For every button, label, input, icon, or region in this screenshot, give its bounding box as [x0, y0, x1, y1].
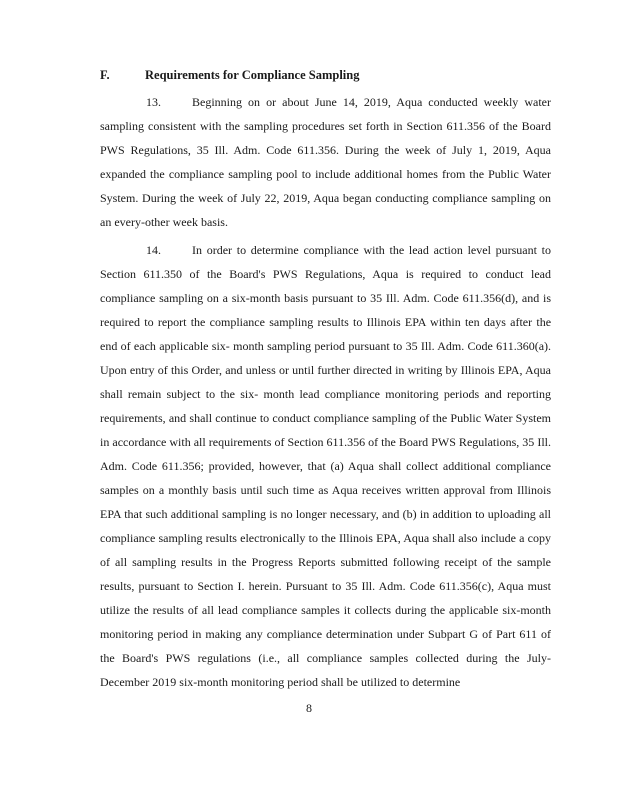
- paragraph-number: 13.: [146, 95, 161, 109]
- text-line: that (a) Aqua shall collect additional compliance samples on a monthly basis until such time as: [100, 459, 551, 497]
- text-line: compliance sampling results to Illinois EPA within ten days after the end of each applicable six-: [100, 315, 552, 353]
- page-number: 8: [306, 701, 312, 715]
- text-line: Subpart G of Part 611 of the Board's PWS regulations (i.e., all compliance samples collected: [100, 627, 551, 665]
- text-line: necessary, and (b) in addition to uploading all compliance sampling results electronically to the: [100, 507, 552, 545]
- text-line: Adm. Code 611.356(c), Aqua must utilize the results of all lead compliance samples it collects: [100, 579, 551, 617]
- document-body: [100, 64, 551, 718]
- text-line: 611.350 of the Board's PWS Regulations, Aqua is required to conduct lead compliance sampling: [100, 267, 551, 305]
- text-line: on a six-month basis pursuant to 35 Ill. Adm. Code 611.356(d), and is required to report the: [100, 291, 551, 329]
- text-line: conduct compliance sampling of the Public Water System in accordance with all requirements: [100, 411, 551, 449]
- paragraph-14: [100, 238, 551, 694]
- text-line: In order to determine compliance with the lead action level pursuant to Section: [100, 243, 551, 281]
- text-line: Beginning on or about June 14, 2019, Aqua conducted weekly water sampling: [100, 95, 551, 133]
- paragraph-13: [100, 90, 551, 234]
- text-line: unless or until further directed in writing by Illinois EPA, Aqua shall remain subject to the six-: [100, 363, 552, 401]
- section-heading: [100, 64, 551, 86]
- text-line: Aqua receives written approval from Illinois EPA that such additional sampling is no longer: [100, 483, 551, 521]
- text-line: submitted following receipt of the sample results, pursuant to Section I. herein. Pursuant to 35 Ill.: [100, 555, 551, 593]
- section-title: Requirements for Compliance Sampling: [145, 68, 360, 82]
- text-line: consistent with the sampling procedures set forth in Section 611.356 of the Board PWS: [100, 119, 552, 157]
- text-line: during the applicable six-month monitoring period in making any compliance determination under: [100, 603, 551, 641]
- text-line: month sampling period pursuant to 35 Ill. Adm. Code 611.360(a). Upon entry of this Order, and: [100, 339, 552, 377]
- section-letter: F.: [100, 68, 110, 82]
- paragraph-number: 14.: [146, 243, 161, 257]
- text-line: Illinois EPA, Aqua shall also include a copy of all sampling results in the Progress Reports: [100, 531, 551, 569]
- text-line: of Section 611.356 of the Board PWS Regulations, 35 Ill. Adm. Code 611.356; provided, however,: [100, 435, 552, 473]
- text-line: month lead compliance monitoring periods and reporting requirements, and shall continue to: [100, 387, 552, 425]
- text-line: week of July 22, 2019, Aqua began conducting compliance sampling on an every-other week basis.: [100, 191, 551, 229]
- text-line: Regulations, 35 Ill. Adm. Code 611.356. During the week of July 1, 2019, Aqua expanded the: [100, 143, 551, 181]
- text-line: during the July-December 2019 six-month monitoring period shall be utilized to determine: [100, 651, 551, 689]
- text-line: compliance sampling pool to include additional homes from the Public Water System. During the: [100, 167, 552, 205]
